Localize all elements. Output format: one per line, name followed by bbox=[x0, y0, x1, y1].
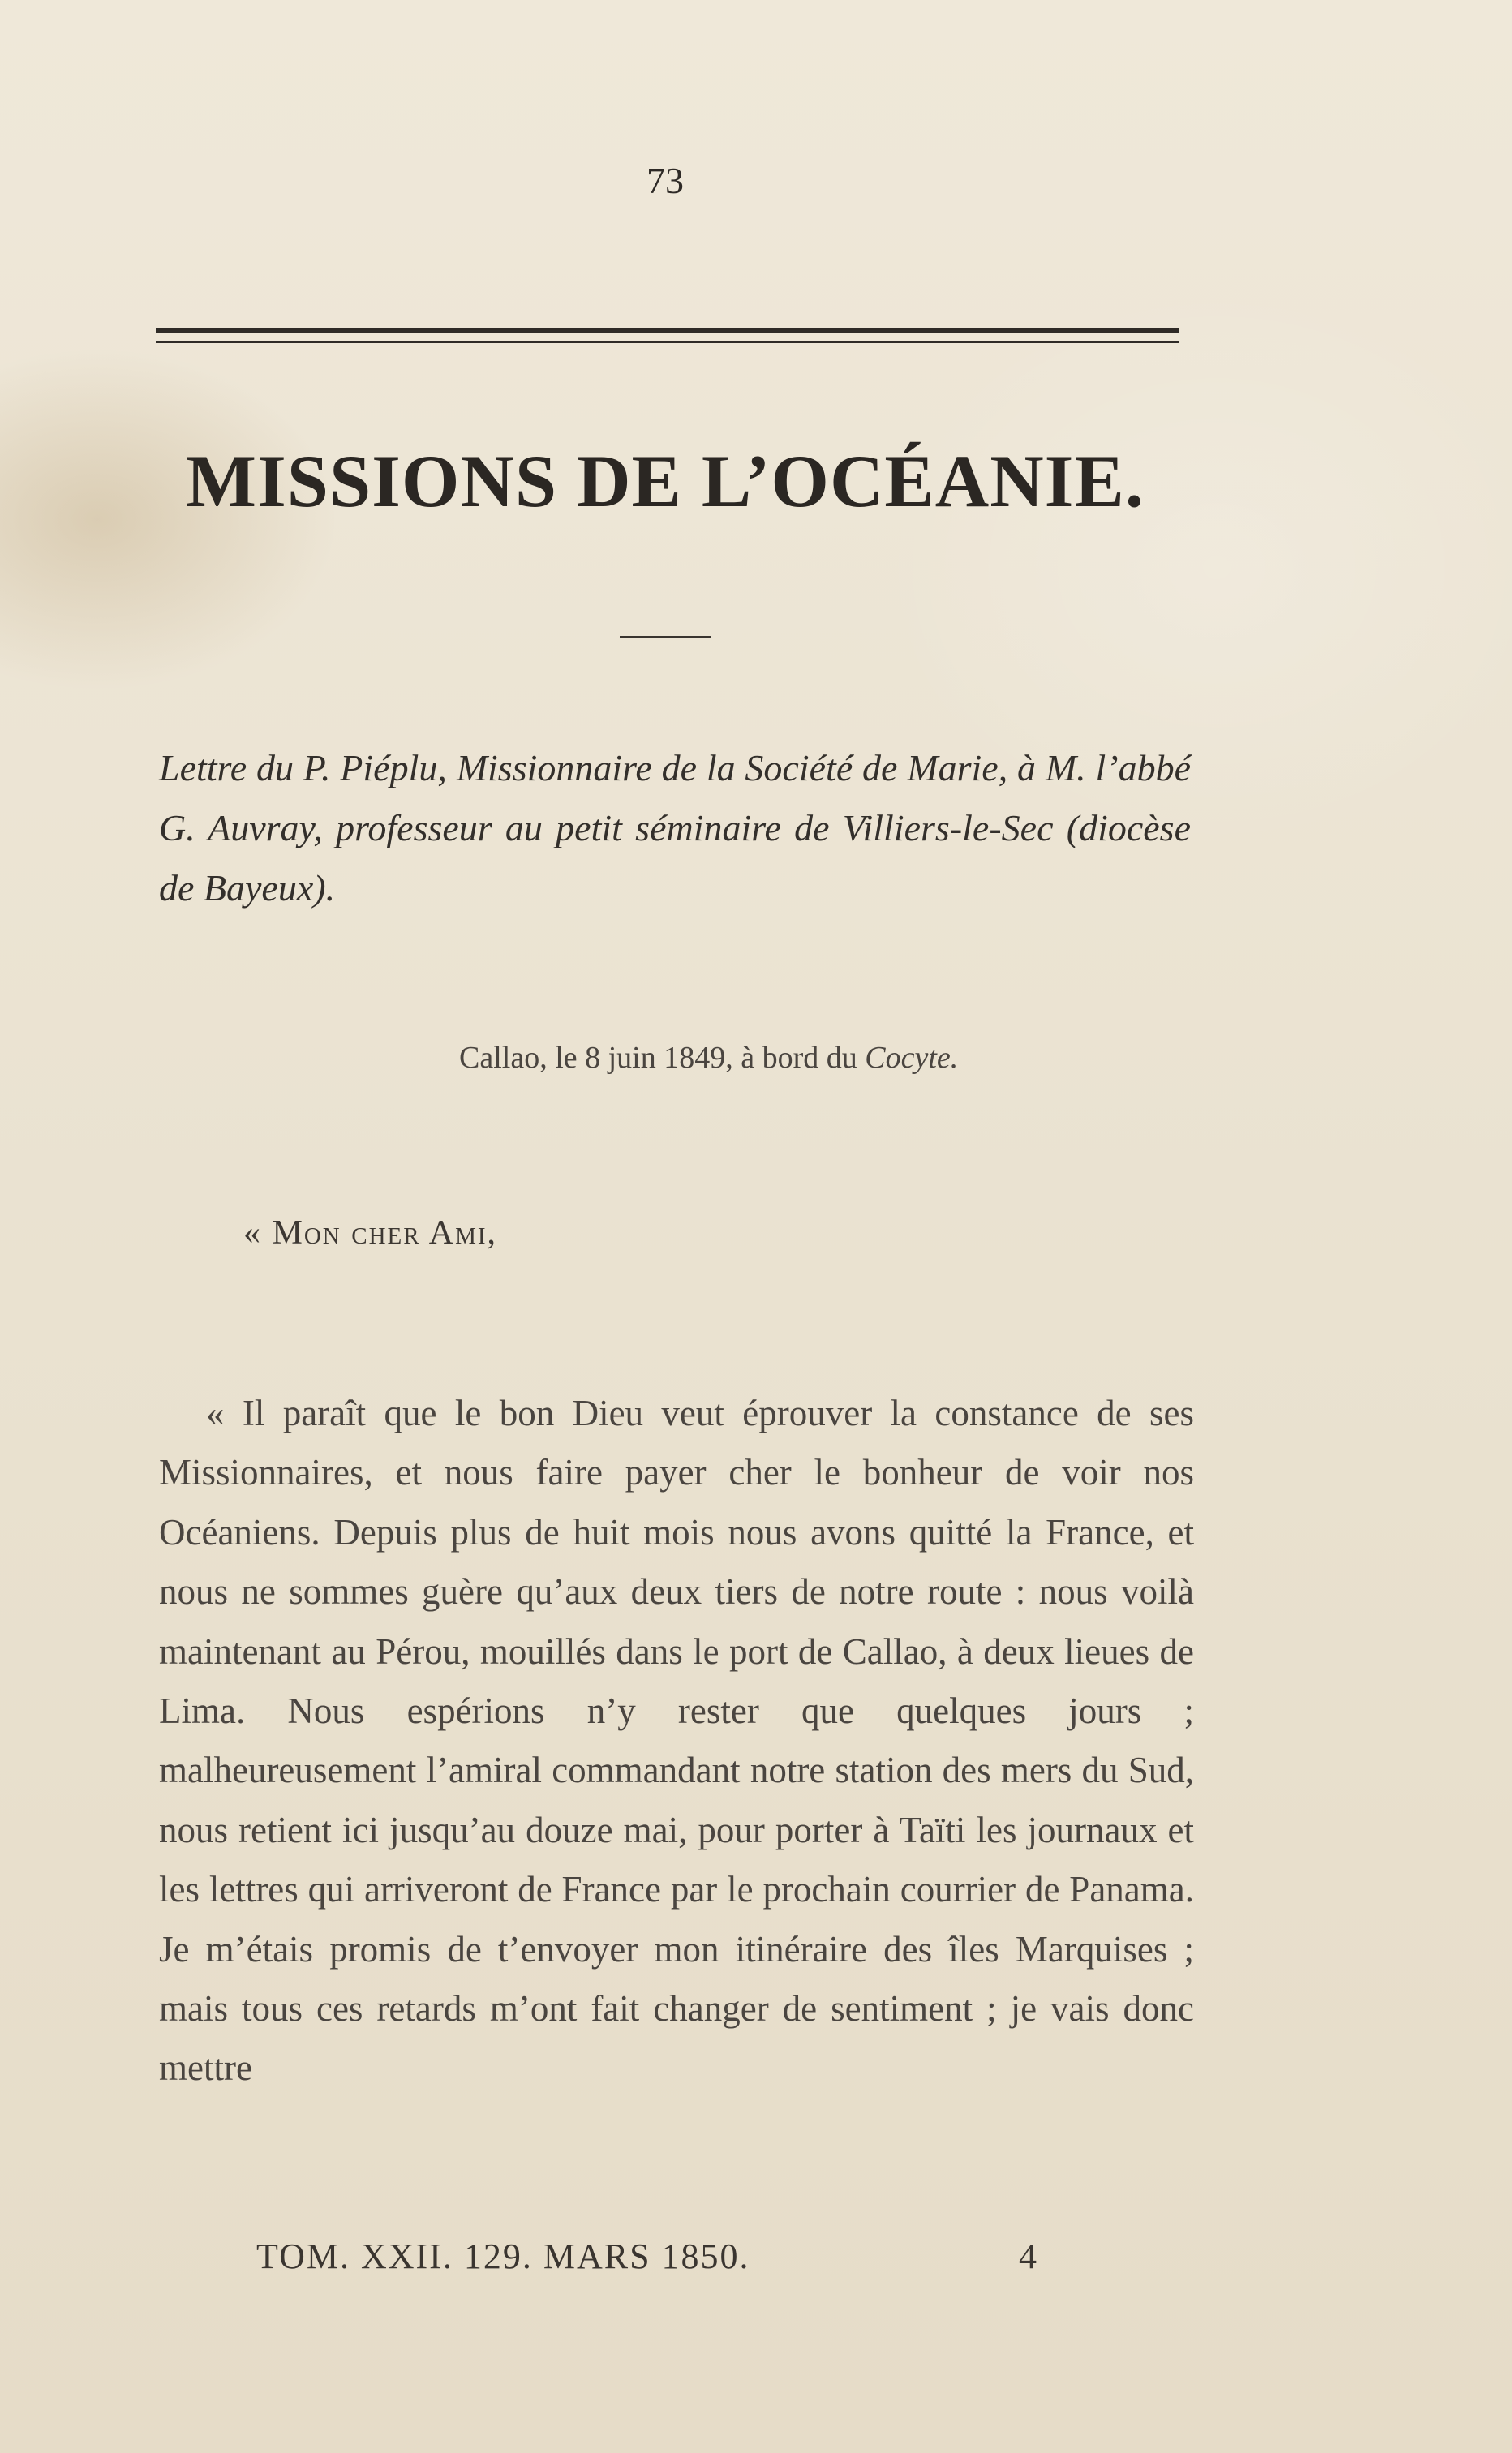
title-divider bbox=[620, 636, 711, 638]
dateline bbox=[459, 1040, 1189, 1076]
page-title: MISSIONS DE L’OCÉANIE. bbox=[186, 440, 1145, 522]
salutation: « Mon cher Ami, bbox=[243, 1214, 498, 1252]
ship-name: Cocyte. bbox=[865, 1041, 959, 1075]
header-rule-thick bbox=[156, 328, 1179, 333]
dateline-text: Callao, le 8 juin 1849, à bord du bbox=[459, 1041, 857, 1075]
letter-subtitle: Lettre du P. Piéplu, Missionnaire de la Société de Marie, à M. l’abbé G. Auvray, professeur au petit séminaire de Villiers-le-Sec (diocèse de Bayeux). bbox=[159, 747, 1191, 909]
footer-volume: TOM. XXII. 129. MARS 1850. bbox=[256, 2236, 750, 2276]
signature-mark: 4 bbox=[1019, 2236, 1038, 2276]
page-number: 73 bbox=[646, 160, 684, 201]
body-paragraph: « Il paraît que le bon Dieu veut éprouver la constance de ses Missionnaires, et nous faire payer cher le bonheur de voir nos Océaniens. Depuis plus de huit mois nous avons quitté la France, et nous ne sommes guère qu’aux deux tiers de notre route : nous voilà maintenant au Pérou, mouillés dans le port de Callao, à deux lieues de Lima. Nous espérions n’y rester que quelques jours ; malheureusement l’amiral commandant notre station des mers du Sud, nous retient ici jusqu’au douze mai, pour porter à Taïti les journaux et les lettres qui arriveront de France par le prochain courrier de Panama. Je m’étais promis de t’envoyer mon itinéraire des îles Marquises ; mais tous ces retards m’ont fait changer de sentiment ; je vais donc mettre bbox=[159, 1393, 1194, 2089]
page-footer bbox=[256, 2236, 1067, 2277]
header-rule-thin bbox=[156, 341, 1179, 343]
